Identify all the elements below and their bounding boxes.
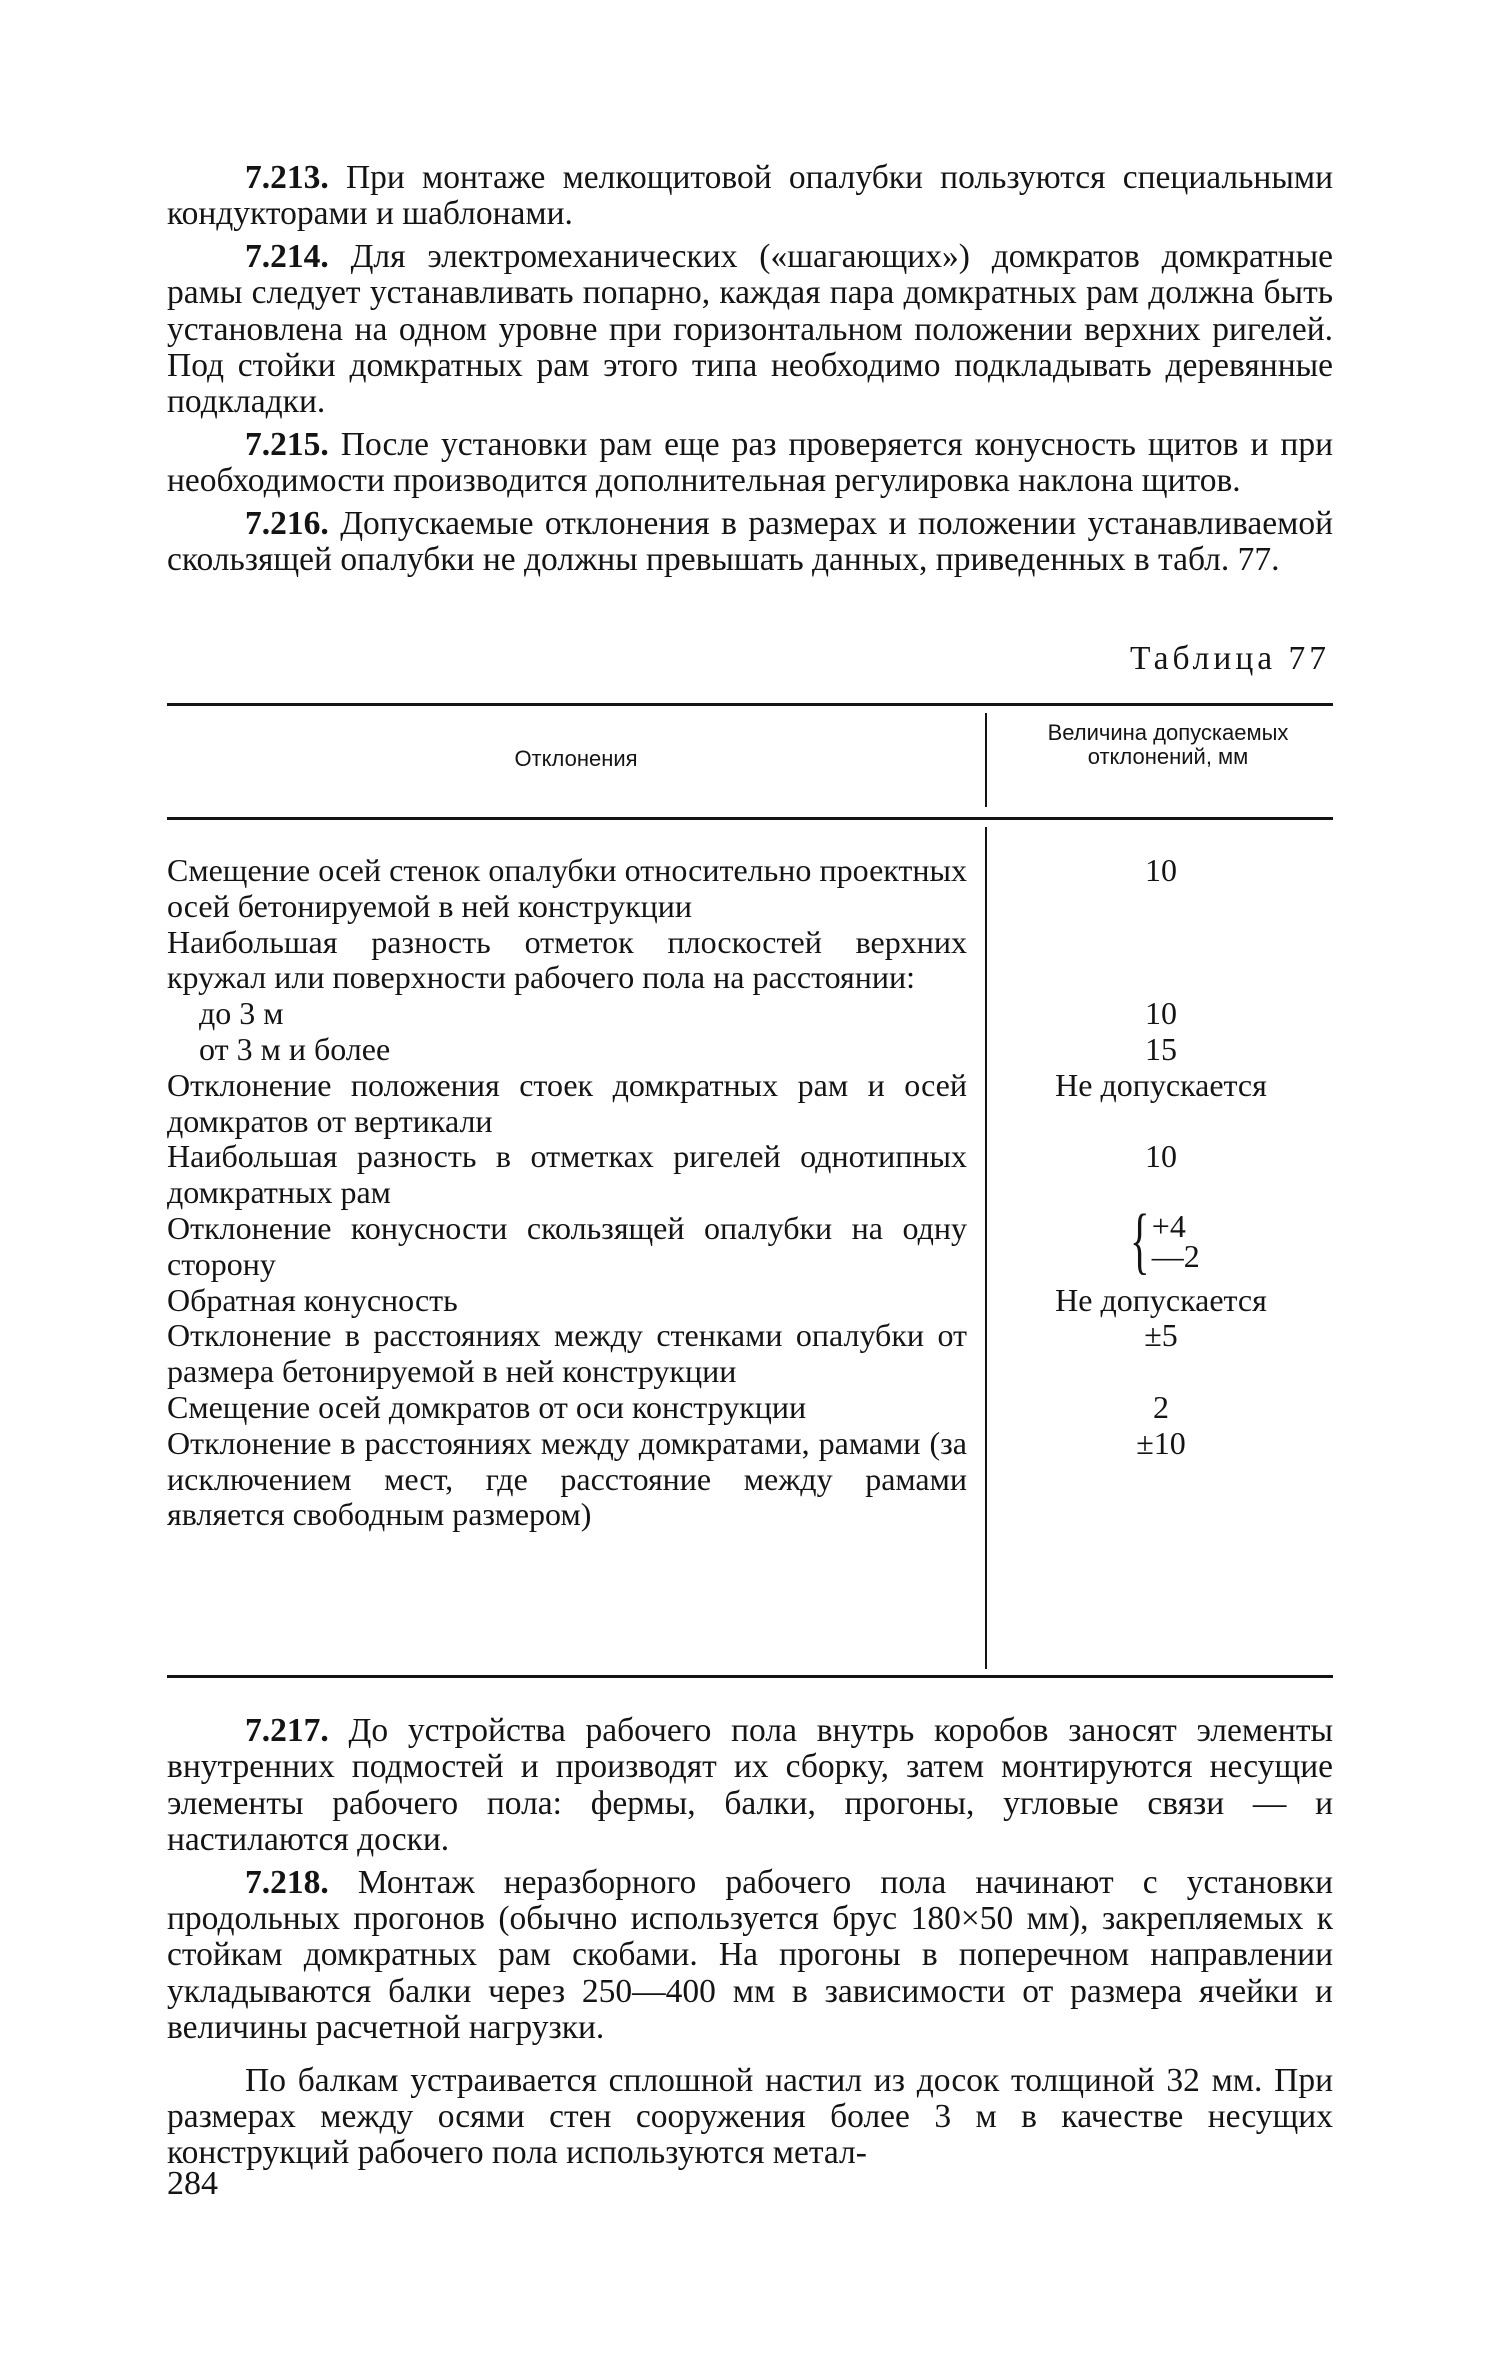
row-value-range xyxy=(989,1199,1333,1282)
paragraph-continuation: По балкам устраивается сплошной настил из досок толщиной 32 мм. При размерах между осями стен сооружения более 3 м в качестве несущих конструкций рабочего пола используются метал- xyxy=(167,2061,1333,2172)
paragraph-7-216 xyxy=(167,506,1333,579)
table-header-rule xyxy=(167,817,1333,820)
paragraph-number: 7.215. xyxy=(245,425,329,463)
row-value: 2 xyxy=(1153,1388,1169,1425)
row-value: 10 xyxy=(1145,1138,1177,1175)
brace-group xyxy=(1122,1199,1200,1282)
row-value: Не допускается xyxy=(1055,1281,1267,1318)
table-row xyxy=(167,853,1333,925)
table-row xyxy=(167,1426,1333,1533)
row-value: 10 xyxy=(1145,995,1177,1032)
table-caption: Таблица 77 xyxy=(1129,640,1330,677)
table-bottom-rule xyxy=(167,1675,1333,1678)
paragraph-7-215 xyxy=(167,427,1333,500)
table-header-divider xyxy=(985,713,987,807)
row-value: 10 xyxy=(1145,852,1177,888)
row-value: ±5 xyxy=(1144,1317,1178,1354)
row-description: Наибольшая разность отметок плоскостей верхних кружал или поверхности рабочего пола на расстоянии: xyxy=(167,923,967,996)
paragraph-7-217 xyxy=(167,1713,1333,1859)
table-row xyxy=(167,996,1333,1032)
table-row xyxy=(167,1390,1333,1426)
table-row xyxy=(167,925,1333,997)
table-row xyxy=(167,1032,1333,1068)
row-value: 15 xyxy=(1145,1030,1177,1067)
row-description: от 3 м и более xyxy=(199,1030,391,1067)
paragraph-7-214 xyxy=(167,239,1333,421)
brace-icon: { xyxy=(1130,1199,1150,1282)
row-value: ±10 xyxy=(1136,1424,1186,1461)
paragraph-number: 7.217. xyxy=(245,1712,329,1749)
paragraph-7-218 xyxy=(167,1865,1333,2047)
row-description: Смещение осей стенок опалубки относительно проектных осей бетонируемой в ней конструкции xyxy=(167,852,967,924)
paragraph-text: После установки рам еще раз проверяется конусность щитов и при необходимости производится дополнительная регулировка наклона щитов. xyxy=(167,425,1333,500)
top-text-block xyxy=(167,160,1333,584)
table-row xyxy=(167,1318,1333,1390)
row-description: до 3 м xyxy=(199,995,284,1032)
deviation-table xyxy=(167,703,1333,1678)
row-description: Обратная конусность xyxy=(167,1281,458,1318)
paragraph-text: При монтаже мелкощитовой опалубки пользуются специальными кондукторами и шаблонами. xyxy=(167,159,1333,233)
row-value: Не допускается xyxy=(1055,1066,1267,1103)
row-description: Отклонение в расстояниях между стенками опалубки от размера бетонируемой в ней конструкции xyxy=(167,1317,967,1390)
brace-values xyxy=(1151,1207,1200,1274)
paragraph-text: Допускаемые отклонения в размерах и положении устанавливаемой скользящей опалубки не должны превышать данных, приведенных в табл. 77. xyxy=(167,504,1333,579)
page-number: 284 xyxy=(167,2165,218,2202)
row-description: Отклонение в расстояниях между домкратами, рамами (за исключением мест, где расстояние между рамами является свободным размером) xyxy=(167,1424,967,1533)
paragraph-number: 7.216. xyxy=(245,504,329,542)
table-top-rule xyxy=(167,703,1333,706)
bottom-text-block xyxy=(167,1713,1333,2172)
row-description: Отклонение конусности скользящей опалубки на одну сторону xyxy=(167,1209,967,1282)
value-minus: —2 xyxy=(1151,1237,1200,1274)
paragraph-7-213 xyxy=(167,160,1333,233)
value-plus: +4 xyxy=(1151,1207,1186,1244)
paragraph-text: Монтаж неразборного рабочего пола начинают с установки продольных прогонов (обычно используется брус 180×50 мм), закрепляемых к стойкам домкратных рам скобами. На прогоны в поперечном направлении укладываются балки через 250—400 мм в зависимости от размера ячейки и величины расчетной нагрузки. xyxy=(167,1863,1334,2047)
row-description: Наибольшая разность в отметках ригелей однотипных домкратных рам xyxy=(167,1138,967,1211)
paragraph-text: До устройства рабочего пола внутрь коробов заносят элементы внутренних подмостей и производят их сборку, затем монтируются несущие элементы рабочего пола: фермы, балки, прогоны, угловые связи — и настилаются доски. xyxy=(167,1712,1333,1859)
table-header-allowed-values: Величина допускаемых отклонений, мм xyxy=(1047,720,1289,769)
paragraph-number: 7.213. xyxy=(245,159,329,196)
table-row xyxy=(167,1139,1333,1211)
table-header-deviations: Отклонения xyxy=(514,746,638,771)
table-row xyxy=(167,1283,1333,1319)
table-row xyxy=(167,1199,1333,1283)
row-description: Смещение осей домкратов от оси конструкции xyxy=(167,1388,807,1425)
row-description: Отклонение положения стоек домкратных рам и осей домкратов от вертикали xyxy=(167,1066,967,1139)
paragraph-text: Для электромеханических («шагающих») домкратов домкратные рамы следует устанавливать попарно, каждая пара домкратных рам должна быть установлена на одном уровне при горизонтальном положении верхних ригелей. Под стойки домкратных рам этого типа необходимо подкладывать деревянные подкладки. xyxy=(167,237,1333,421)
paragraph-number: 7.214. xyxy=(245,237,329,275)
paragraph-number: 7.218. xyxy=(245,1863,329,1901)
table-row xyxy=(167,1068,1333,1140)
table-body xyxy=(167,853,1333,1533)
